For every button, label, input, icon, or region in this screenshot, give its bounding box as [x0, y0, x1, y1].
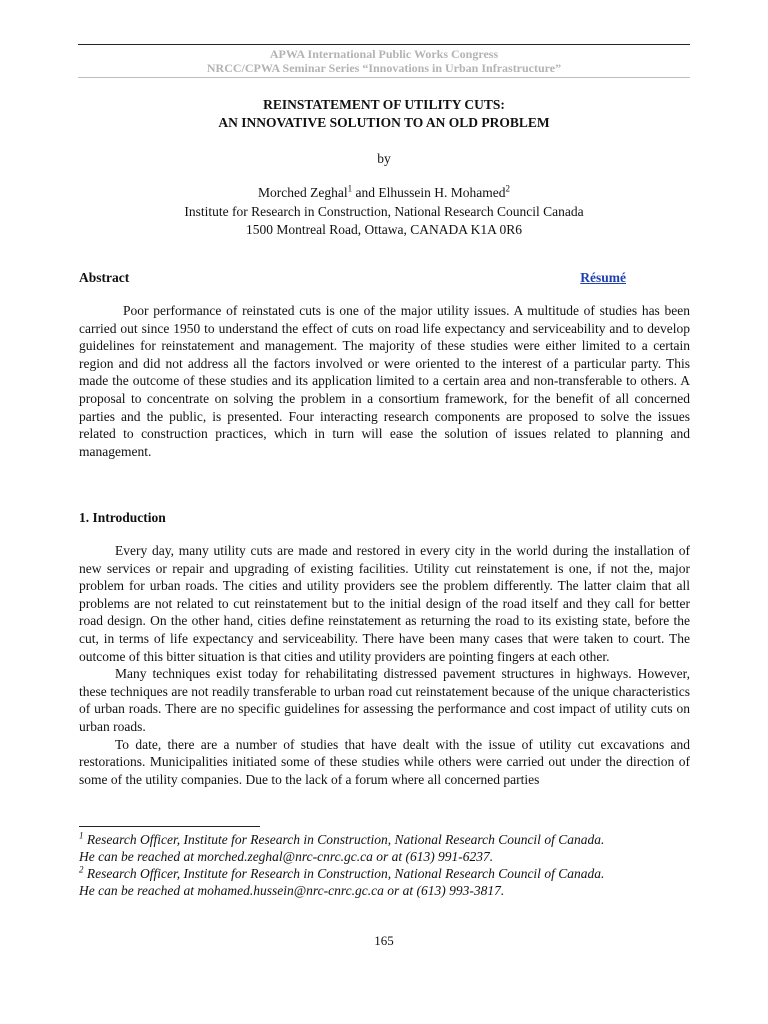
footnote-rule [79, 826, 260, 827]
introduction-body [79, 542, 690, 788]
footnote-2-line2: He can be reached at mohamed.hussein@nrc-cnrc.gc.ca or at (613) 993-3817. [79, 883, 505, 898]
intro-paragraph-2: Many techniques exist today for rehabilitating distressed pavement structures in highways. However, these techniques are not readily transferable to urban road cut reinstatement because of the unique characteristics of urban roads. There are no specific guidelines for assessing the performance and cost impact of utility cuts on urban roads. [79, 666, 690, 734]
paper-title-line1: REINSTATEMENT OF UTILITY CUTS: [263, 97, 505, 112]
author1-name: Morched Zeghal [258, 185, 348, 200]
footnote-2 [79, 865, 690, 899]
running-header-line2: NRCC/CPWA Seminar Series “Innovations in Urban Infrastructure” [206, 61, 562, 75]
footnote-1-line2: He can be reached at morched.zeghal@nrc-cnrc.gc.ca or at (613) 991-6237. [79, 849, 494, 864]
footnote-2-line1: Research Officer, Institute for Research in Construction, National Research Council of Canada. [83, 866, 605, 881]
author2-footnote-marker: 2 [505, 183, 510, 194]
abstract-heading: Abstract [79, 270, 130, 285]
author2-name: and Elhussein H. Mohamed [352, 185, 506, 200]
paper-title-line2: AN INNOVATIVE SOLUTION TO AN OLD PROBLEM [218, 115, 550, 130]
header-rule [78, 77, 690, 78]
running-header-line1: APWA International Public Works Congress [269, 47, 499, 61]
affiliation: Institute for Research in Construction, National Research Council Canada [184, 204, 584, 219]
author1-footnote-marker: 1 [347, 183, 353, 194]
intro-paragraph-1: Every day, many utility cuts are made and restored in every city in the world during the installation of new services or repair and upgrading of existing facilities. Utility cut reinstatement is one, if not the, major problem for urban roads. The cities and utility providers see the problem differently. The latter claim that all problems are not related to cut reinstatement but to the initial design of the road itself and they call for better road design. On the other hand, cities define reinstatement as returning the road to its existing state, before the cut, in terms of life expectancy and serviceability. There have been many cases that were taken to court. The outcome of this bitter situation is that cities and utility providers are pointing fingers at each other. [79, 543, 690, 664]
top-rule [78, 44, 690, 45]
footnote-2-number: 2 [79, 864, 84, 875]
abstract-text: Poor performance of reinstated cuts is one of the major utility issues. A multitude of studies has been carried out since 1950 to understand the effect of cuts on road life expectancy and serviceability and to develop guidelines for reinstatement and management. The majority of these studies were either limited to a certain region and did not address all the factors involved or were oriented to the interest of a particular party. This made the outcome of these studies and its application limited to a certain area and non-transferable to others. A proposal to concentrate on solving the problem in a consortium framework, for the benefit of all concerned parties and the public, is presented. Four interacting research components are proposed to solve the issues related to construction practices, which in turn will ease the solution of issues related to planning and management. [79, 303, 690, 459]
page-number: 165 [374, 933, 394, 948]
footnote-1 [79, 831, 690, 865]
authors-line [78, 184, 690, 202]
resume-link[interactable]: Résumé [580, 270, 626, 285]
footnote-1-line1: Research Officer, Institute for Research in Construction, National Research Council of Canada. [83, 832, 605, 847]
intro-paragraph-3: To date, there are a number of studies that have dealt with the issue of utility cut excavations and restorations. Municipalities initiated some of these studies while others were carried out under the direction of some of the utility companies. Due to the lack of a forum where all concerned parties [79, 736, 690, 787]
footnote-1-number: 1 [79, 830, 84, 841]
byline-by: by [377, 151, 391, 166]
address: 1500 Montreal Road, Ottawa, CANADA K1A 0R6 [246, 222, 522, 237]
introduction-heading: 1. Introduction [79, 510, 166, 525]
